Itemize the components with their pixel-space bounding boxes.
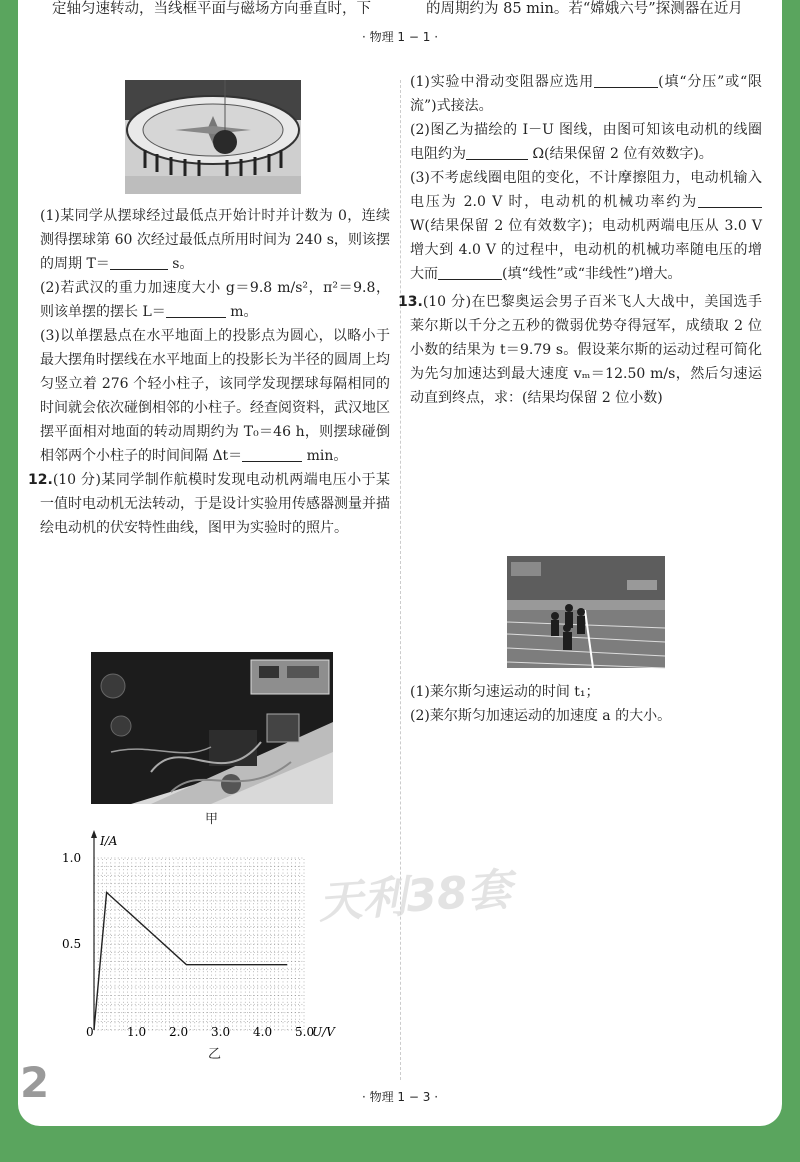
q12-part3: (3)不考虑线圈电阻的变化，不计摩擦阻力，电动机输入电压为 2.0 V 时，电动机的机械功率约为	[410, 170, 762, 210]
pendulum-photo	[125, 80, 301, 194]
page-number: 2	[20, 1058, 50, 1107]
q11-part3: (3)以单摆悬点在水平地面上的投影点为圆心，以略小于最大摆角时摆线在水平地面上的投影长为半径的圆周上均匀竖立着 276 个轻小柱子，该同学发现摆球每隔相同的时间就会依次碰倒相邻的小柱子。经查阅资料，武汉地区摆平面相对地面的转动周期约为 T₀＝46 h，则摆球碰倒相邻两个小柱子的时间间隔 Δt＝	[40, 328, 390, 464]
q11-blank-1[interactable]	[110, 255, 168, 270]
top-cut-line-left: 定轴匀速转动，当线框平面与磁场方向垂直时，下	[52, 1, 371, 17]
q13-part1: (1)莱尔斯匀速运动的时间 t₁；	[410, 684, 600, 700]
sprint-race-photo	[507, 556, 665, 668]
x-tick-label: 5.0	[295, 1025, 315, 1039]
q12-blank-1[interactable]	[594, 73, 658, 88]
watermark-logo: 天利38套	[316, 864, 514, 929]
q12-blank-2[interactable]	[466, 145, 528, 160]
iu-graph	[60, 830, 335, 1039]
q11-blank-3[interactable]	[242, 447, 302, 462]
q11-blank-2[interactable]	[166, 303, 226, 318]
q12-part2: (2)图乙为描绘的 I－U 图线，由图可知该电动机的线圈电阻约为	[410, 122, 762, 162]
x-tick-label: 1.0	[127, 1025, 147, 1039]
q12-subparts: (1)实验中滑动变阻器应选用 (填“分压”或“限流”)式接法。 (2)图乙为描绘的 I－U 图线，由图可知该电动机的线圈电阻约为 Ω(结果保留 2 位有效数字)。 (3)不考虑线圈电阻的变化，不计摩擦阻力，电动机输入电压为 2.0 V 时，电动机的机械功率约为 W(结果保留 2 位有效数字)；电动机两端电压从 3.0 V 增大到 4.0 V 的过程中，电动机的机械功率随电压的增大而 (填“线性”或“非线性”)增大。 13.(10 分)在巴黎奥运会男子百米飞人大战中，美国选手莱尔斯以千分之五秒的微弱优势夺得冠军，成绩取 2 位小数的结果为 t＝9.79 s。假设莱尔斯的运动过程可简化为先匀加速达到最大速度 vₘ＝12.50 m/s，然后匀速运动直到终点，求：(结果均保留 2 位小数)	[398, 74, 762, 406]
x-tick-label: 0	[86, 1025, 94, 1039]
x-axis-label: U/V	[312, 1025, 335, 1039]
figure-a-caption: 甲	[205, 812, 219, 827]
q12-blank-4[interactable]	[438, 265, 502, 280]
exam-page	[18, 0, 782, 1126]
y-tick-label: 1.0	[62, 851, 82, 865]
q13-subparts	[410, 680, 762, 728]
x-tick-label: 3.0	[211, 1025, 231, 1039]
q12-part1: (1)实验中滑动变阻器应选用	[410, 74, 595, 90]
y-axis-label: I/A	[100, 834, 118, 848]
y-tick-label: 0.5	[62, 937, 82, 951]
figure-b-caption: 乙	[208, 1047, 222, 1062]
q11-part2: (2)若武汉的重力加速度大小 g＝9.8 m/s²，π²＝9.8，则该单摆的摆长 L＝	[40, 280, 390, 320]
top-cut-line-right: 的周期约为 85 min。若“嫦娥六号”探测器在近月	[426, 1, 743, 17]
q12-blank-3[interactable]	[698, 193, 762, 208]
q13-number: 13.	[398, 294, 423, 310]
q13-stem: (10 分)在巴黎奥运会男子百米飞人大战中，美国选手莱尔斯以千分之五秒的微弱优势夺得冠军，成绩取 2 位小数的结果为 t＝9.79 s。假设莱尔斯的运动过程可简化为先匀加速达到最大速度 vₘ＝12.50 m/s，然后匀速运动直到终点，求：(结果均保留 2 位小数)	[410, 294, 762, 406]
column-divider	[400, 80, 401, 1080]
header-page-code: · 物理 1 − 1 ·	[361, 30, 439, 44]
q12-stem: (10 分)某同学制作航模时发现电动机两端电压小于某一值时电动机无法转动，于是设计实验用传感器测量并描绘电动机的伏安特性曲线，图甲为实验时的照片。	[40, 472, 390, 536]
q11-parts: (1)某同学从摆球经过最低点开始计时并计数为 0，连续测得摆球第 60 次经过最低点所用时间为 240 s，则该摆的周期 T＝ s。 (2)若武汉的重力加速度大小 g＝9.8 m/s²，π²＝9.8，则该单摆的摆长 L＝ m。 (3)以单摆悬点在水平地面上的投影点为圆心，以略小于最大摆角时摆线在水平地面上的投影长为半径的圆周上均匀竖立着 276 个轻小柱子，该同学发现摆球每隔相同的时间就会依次碰倒相邻的小柱子。经查阅资料，武汉地区摆平面相对地面的转动周期约为 T₀＝46 h，则摆球碰倒相邻两个小柱子的时间间隔 Δt＝ min。 12.(10 分)某同学制作航模时发现电动机两端电压小于某一值时电动机无法转动，于是设计实验用传感器测量并描绘电动机的伏安特性曲线，图甲为实验时的照片。	[28, 208, 390, 536]
motor-experiment-photo	[91, 652, 333, 804]
q13-part2: (2)莱尔斯匀加速运动的加速度 a 的大小。	[410, 708, 672, 724]
footer-page-code: · 物理 1 − 3 ·	[361, 1090, 439, 1104]
x-tick-label: 2.0	[169, 1025, 189, 1039]
q12-number: 12.	[28, 472, 53, 488]
q11-part1: (1)某同学从摆球经过最低点开始计时并计数为 0，连续测得摆球第 60 次经过最低点所用时间为 240 s，则该摆的周期 T＝	[40, 208, 390, 272]
x-tick-label: 4.0	[253, 1025, 273, 1039]
